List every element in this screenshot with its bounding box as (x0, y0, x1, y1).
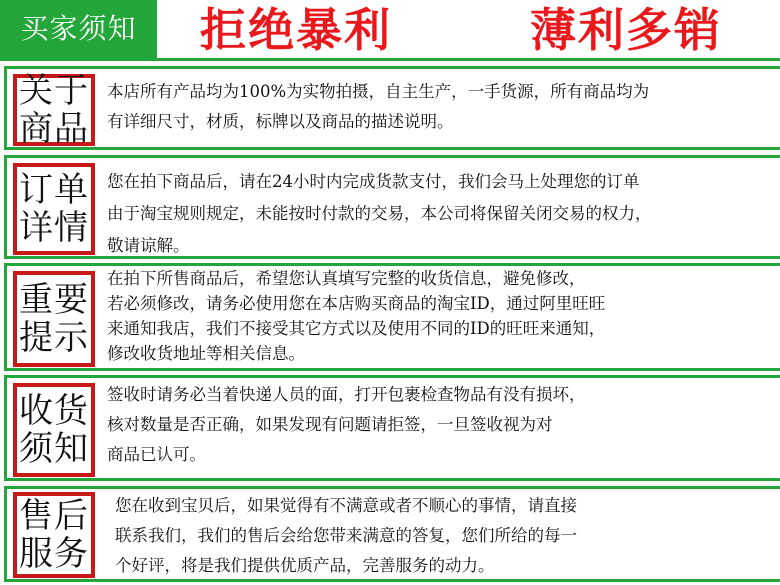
section-text-line: 本店所有产品均为100%为实物拍摄，自主生产，一手货源，所有商品均为 (107, 82, 650, 101)
section-label (13, 383, 95, 477)
section-label-line: 详情 (19, 208, 89, 248)
section-label-line: 服务 (19, 534, 89, 574)
section-body (107, 77, 780, 137)
section-text-line: 联系我们，我们的售后会给您带来满意的答复，您们所给的每一 (115, 526, 577, 545)
section-body (115, 491, 780, 581)
section-text-line: 来通知我店，我们不接受其它方式以及使用不同的ID的旺旺来通知， (107, 319, 606, 338)
slogan-left: 拒绝暴利 (200, 3, 392, 57)
section-text-line: 在拍下所售商品后，希望您认真填写完整的收货信息，避免修改， (107, 269, 586, 288)
section-text-line: 您在收到宝贝后，如果觉得有不满意或者不顺心的事情，请直接 (115, 496, 577, 515)
section-text-line: 核对数量是否正确，如果发现有问题请拒签，一旦签收视为对 (107, 415, 553, 434)
section-text-line: 个好评，将是我们提供优质产品，完善服务的动力。 (115, 556, 495, 575)
section-label-line: 提示 (19, 318, 89, 358)
section-label (13, 71, 95, 149)
section-text-line: 敬请谅解。 (107, 236, 190, 255)
header-divider (0, 58, 780, 61)
section-important-notice (4, 263, 780, 371)
section-label-line: 订单 (19, 170, 89, 210)
section-label-line: 商品 (19, 109, 89, 149)
section-body (107, 266, 780, 366)
section-text-line: 修改收货地址等相关信息。 (107, 344, 305, 363)
section-body (107, 166, 780, 262)
section-text-line: 您在拍下商品后，请在24小时内完成货款支付，我们会马上处理您的订单 (107, 172, 640, 191)
section-order-details (4, 155, 780, 259)
section-text-line: 签收时请务必当着快递人员的面，打开包裹检查物品有没有损坏， (107, 385, 586, 404)
header-banner (0, 0, 780, 60)
section-body (107, 380, 780, 470)
section-label-line: 重要 (19, 280, 89, 320)
section-about-products (4, 66, 780, 150)
header-badge: 买家须知 (0, 0, 160, 58)
slogan-right: 薄利多销 (530, 3, 722, 57)
section-delivery-notice (4, 375, 780, 481)
section-label-line: 关于 (19, 71, 89, 111)
section-label-line: 须知 (19, 429, 89, 469)
section-label (13, 271, 95, 367)
section-label (13, 163, 95, 255)
section-text-line: 有详细尺寸，材质，标牌以及商品的描述说明。 (107, 112, 454, 131)
section-text-line: 若必须修改，请务必使用您在本店购买商品的淘宝ID，通过阿里旺旺 (107, 294, 606, 313)
section-label-line: 收货 (19, 391, 89, 431)
section-text-line: 由于淘宝规则规定，未能按时付款的交易，本公司将保留关闭交易的权力， (107, 204, 652, 223)
section-label-line: 售后 (19, 496, 89, 536)
section-label (13, 492, 95, 578)
section-text-line: 商品已认可。 (107, 445, 206, 464)
section-after-sales (4, 486, 780, 582)
